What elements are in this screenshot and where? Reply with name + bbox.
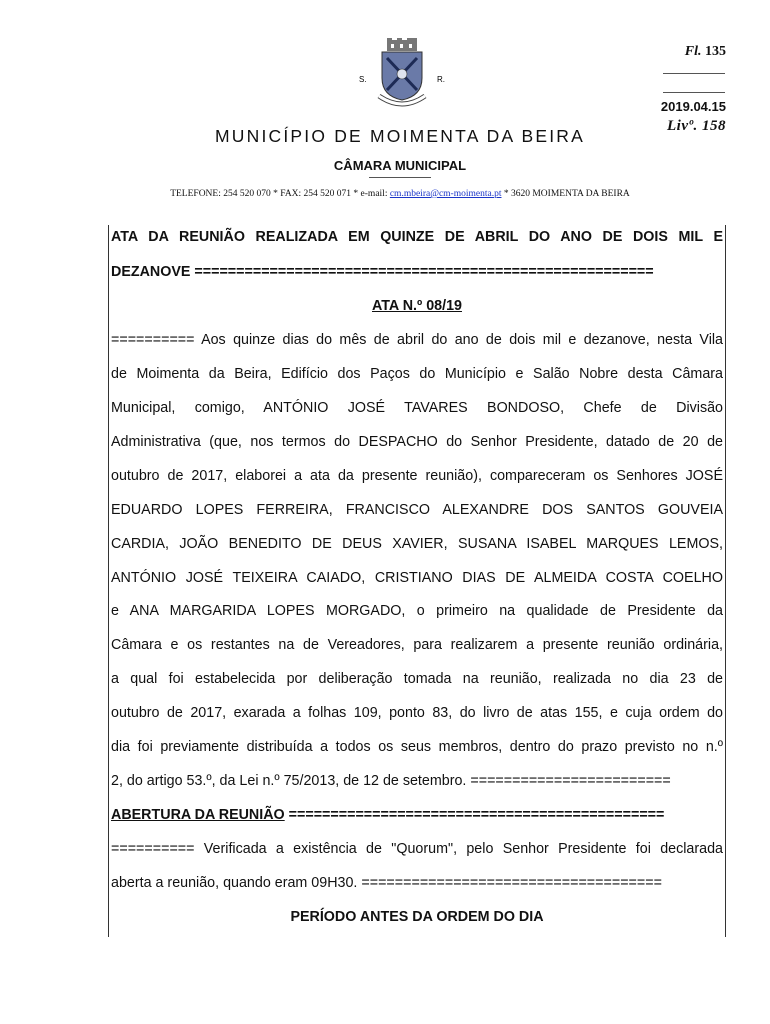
contact-line bbox=[100, 189, 700, 199]
folio-marker bbox=[650, 44, 726, 60]
body-line: 2, do artigo 53.º, da Lei n.º 75/2013, de 12 de setembro. ======================== bbox=[111, 773, 671, 789]
title-line-2: DEZANOVE ======================================================= bbox=[111, 264, 654, 280]
folio-number: 135 bbox=[705, 44, 726, 59]
chamber-title: CÂMARA MUNICIPAL bbox=[333, 158, 467, 173]
title-line-1: ATA DA REUNIÃO REALIZADA EM QUINZE DE ABRIL DO ANO DE DOIS MIL E bbox=[111, 229, 723, 245]
crest-right-letter: R. bbox=[437, 75, 445, 84]
body-line: ========== Aos quinze dias do mês de abril do ano de dois mil e dezanove, nesta Vila bbox=[111, 332, 723, 348]
body-line: de Moimenta da Beira, Edifício dos Paços do Município e Salão Nobre desta Câmara bbox=[111, 366, 723, 382]
email-link[interactable]: cm.mbeira@cm-moimenta.pt bbox=[389, 189, 502, 199]
margin-line-left bbox=[108, 225, 109, 937]
crest-left-letter: S. bbox=[359, 75, 367, 84]
body-line: outubro de 2017, exarada a folhas 109, ponto 83, do livro de atas 155, e cuja ordem do bbox=[111, 705, 723, 721]
folio-rule-2 bbox=[663, 92, 725, 93]
body-line: aberta a reunião, quando eram 09H30. ==================================== bbox=[111, 875, 662, 891]
body-line: outubro de 2017, elaborei a ata da presente reunião), compareceram os Senhores JOSÉ bbox=[111, 468, 723, 484]
municipal-coat-of-arms bbox=[357, 38, 447, 110]
folio-rule-1 bbox=[663, 73, 725, 74]
body-line: ANTÓNIO JOSÉ TEIXEIRA CAIADO, CRISTIANO DIAS DE ALMEIDA COSTA COELHO bbox=[111, 570, 723, 586]
body-line: CARDIA, JOÃO BENEDITO DE DEUS XAVIER, SUSANA ISABEL MARQUES LEMOS, bbox=[111, 536, 723, 552]
section-heading-line bbox=[111, 807, 723, 823]
municipality-title: MUNICÍPIO DE MOIMENTA DA BEIRA bbox=[214, 126, 586, 146]
body-line: EDUARDO LOPES FERREIRA, FRANCISCO ALEXANDRE DOS SANTOS GOUVEIA bbox=[111, 502, 723, 518]
section-heading: ABERTURA DA REUNIÃO bbox=[111, 807, 285, 823]
body-line: Câmara e os restantes na de Vereadores, para realizarem a presente reunião ordinária, bbox=[111, 637, 723, 653]
body-line: Municipal, comigo, ANTÓNIO JOSÉ TAVARES BONDOSO, Chefe de Divisão bbox=[111, 400, 723, 416]
body-line: a qual foi estabelecida por deliberação tomada na reunião, realizada no dia 23 de bbox=[111, 671, 723, 687]
book-number: Livº. 158 bbox=[667, 118, 726, 134]
folio-prefix: Fl. bbox=[684, 44, 702, 59]
body-line: Administrativa (que, nos termos do DESPACHO do Senhor Presidente, datado de 20 de bbox=[111, 434, 723, 450]
section-title: PERÍODO ANTES DA ORDEM DO DIA bbox=[290, 909, 544, 925]
section-heading-fill: ============================================= bbox=[284, 807, 665, 823]
contact-suffix: * 3620 MOIMENTA DA BEIRA bbox=[501, 189, 630, 199]
minutes-number: ATA N.º 08/19 bbox=[372, 298, 462, 314]
meeting-date: 2019.04.15 bbox=[660, 99, 726, 114]
chamber-underline bbox=[369, 177, 431, 178]
body-line: e ANA MARGARIDA LOPES MORGADO, o primeiro na qualidade de Presidente da bbox=[111, 603, 723, 619]
margin-line-right bbox=[725, 225, 726, 937]
body-line: dia foi previamente distribuída a todos os seus membros, dentro do prazo previsto no n.º bbox=[111, 739, 723, 755]
contact-prefix: TELEFONE: 254 520 070 * FAX: 254 520 071 * e-mail: bbox=[170, 189, 390, 199]
body-line: ========== Verificada a existência de "Quorum", pelo Senhor Presidente foi declarada bbox=[111, 841, 723, 857]
